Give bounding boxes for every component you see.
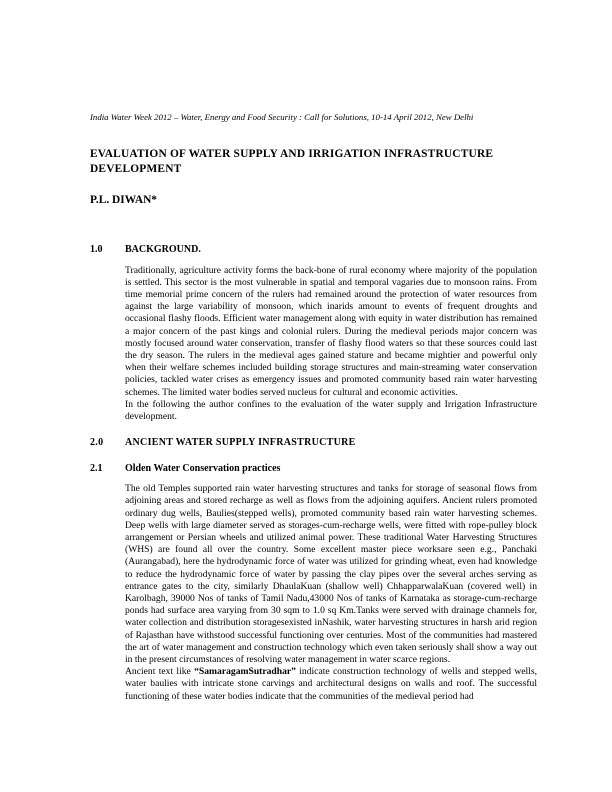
background-paragraph-1: Traditionally, agriculture activity forms the back-bone of rural economy where majority of the population is settled. This sector is the most vulnerable in spatial and temporal vagaries due to monsoon rains. From time memorial prime concern of the rulers had remained around the protection of water resources from against the large variability of monsoon, which inarids amount to events of frequent droughts and occasional flashy floods. Efficient water management along with equity in water distribution has remained a major concern of the past kings and colonial rulers. During the medieval periods major concern was mostly focused around water conservation, transfer of flashy flood waters so that these sources could last the dry season. The rulers in the medieval ages gained stature and became mightier and powerful only when their welfare schemes included building storage structures and main-streaming water conservation policies, tackled water crises as emergency issues and promoted community based rain water harvesting schemes. The limited water bodies served nucleus for cultural and economic activities.: [125, 264, 537, 398]
section-heading-text: ANCIENT WATER SUPPLY INFRASTRUCTURE: [125, 437, 356, 449]
section-number: 2.1: [90, 462, 103, 474]
ancient-text-bold-phrase: “SamaragamSutradhar”: [194, 666, 296, 678]
section-heading-background: [90, 244, 537, 257]
ancient-text-post: indicate construction technology of wells and stepped wells, water baulies with intricate stone carvings and architectural designs on walls and roof. The successful functioning of these water bodies indicate that the communities of the medieval period had: [125, 666, 538, 702]
olden-practices-paragraph: The old Temples supported rain water harvesting structures and tanks for storage of seasonal flows from adjoining areas and stored recharge as well as flows from the adjoining aquifers. Ancient rulers promoted ordinary dug wells, Baulies(stepped wells), promoted community based rain water harvesting schemes. Deep wells with large diameter served as storages-cum-recharge wells, were fitted with rope-pulley block arrangement or Persian wheels and utilized animal power. These traditional Water Harvesting Structures (WHS) are found all over the country. Some excellent master piece worksare seen e.g., Panchaki (Aurangabad), here the hydrodynamic force of water was utilized for grinding wheat, even had knowledge to reduce the hydrodynamic force of water by passing the clay pipes over the several arches serving as entrance gates to the city, similarly DhaulaKuan (shallow well) ChhapparwalaKuan (covered well) in Karolbagh, 39000 Nos of tanks of Tamil Nadu,43000 Nos of tanks of Karnataka as storage-cum-recharge ponds had surface area varying from 30 sqm to 1.0 sq Km.Tanks were served with drainage channels for, water collection and distribution storagesexisted inNashik, water harvesting structures in harsh arid region of Rajasthan have withstood successful functioning over centuries. Most of the communities had mastered the art of water management and construction technology which even taken seriously shall show a way out in the present circumstances of resolving water management in water scarce regions.: [125, 483, 537, 665]
section-number: 2.0: [90, 437, 104, 449]
ancient-text-paragraph: [125, 666, 537, 703]
section-number: 1.0: [90, 244, 103, 255]
section-heading-olden-practices: [90, 463, 537, 476]
author-name: P.L. DIWAN*: [90, 194, 157, 206]
section-heading-text: Olden Water Conservation practices: [125, 462, 281, 474]
paper-title: EVALUATION OF WATER SUPPLY AND IRRIGATION INFRASTRUCTURE DEVELOPMENT: [90, 148, 494, 175]
section-heading-ancient-water: [90, 437, 537, 450]
background-paragraph-2: In the following the author confines to the evaluation of the water supply and Irrigation Infrastructure development.: [125, 398, 537, 422]
ancient-text-pre: Ancient text like: [125, 666, 195, 678]
section-heading-text: BACKGROUND.: [125, 244, 201, 255]
conference-header: India Water Week 2012 – Water, Energy and Food Security : Call for Solutions, 10-14 April 2012, New Delhi: [90, 112, 474, 122]
